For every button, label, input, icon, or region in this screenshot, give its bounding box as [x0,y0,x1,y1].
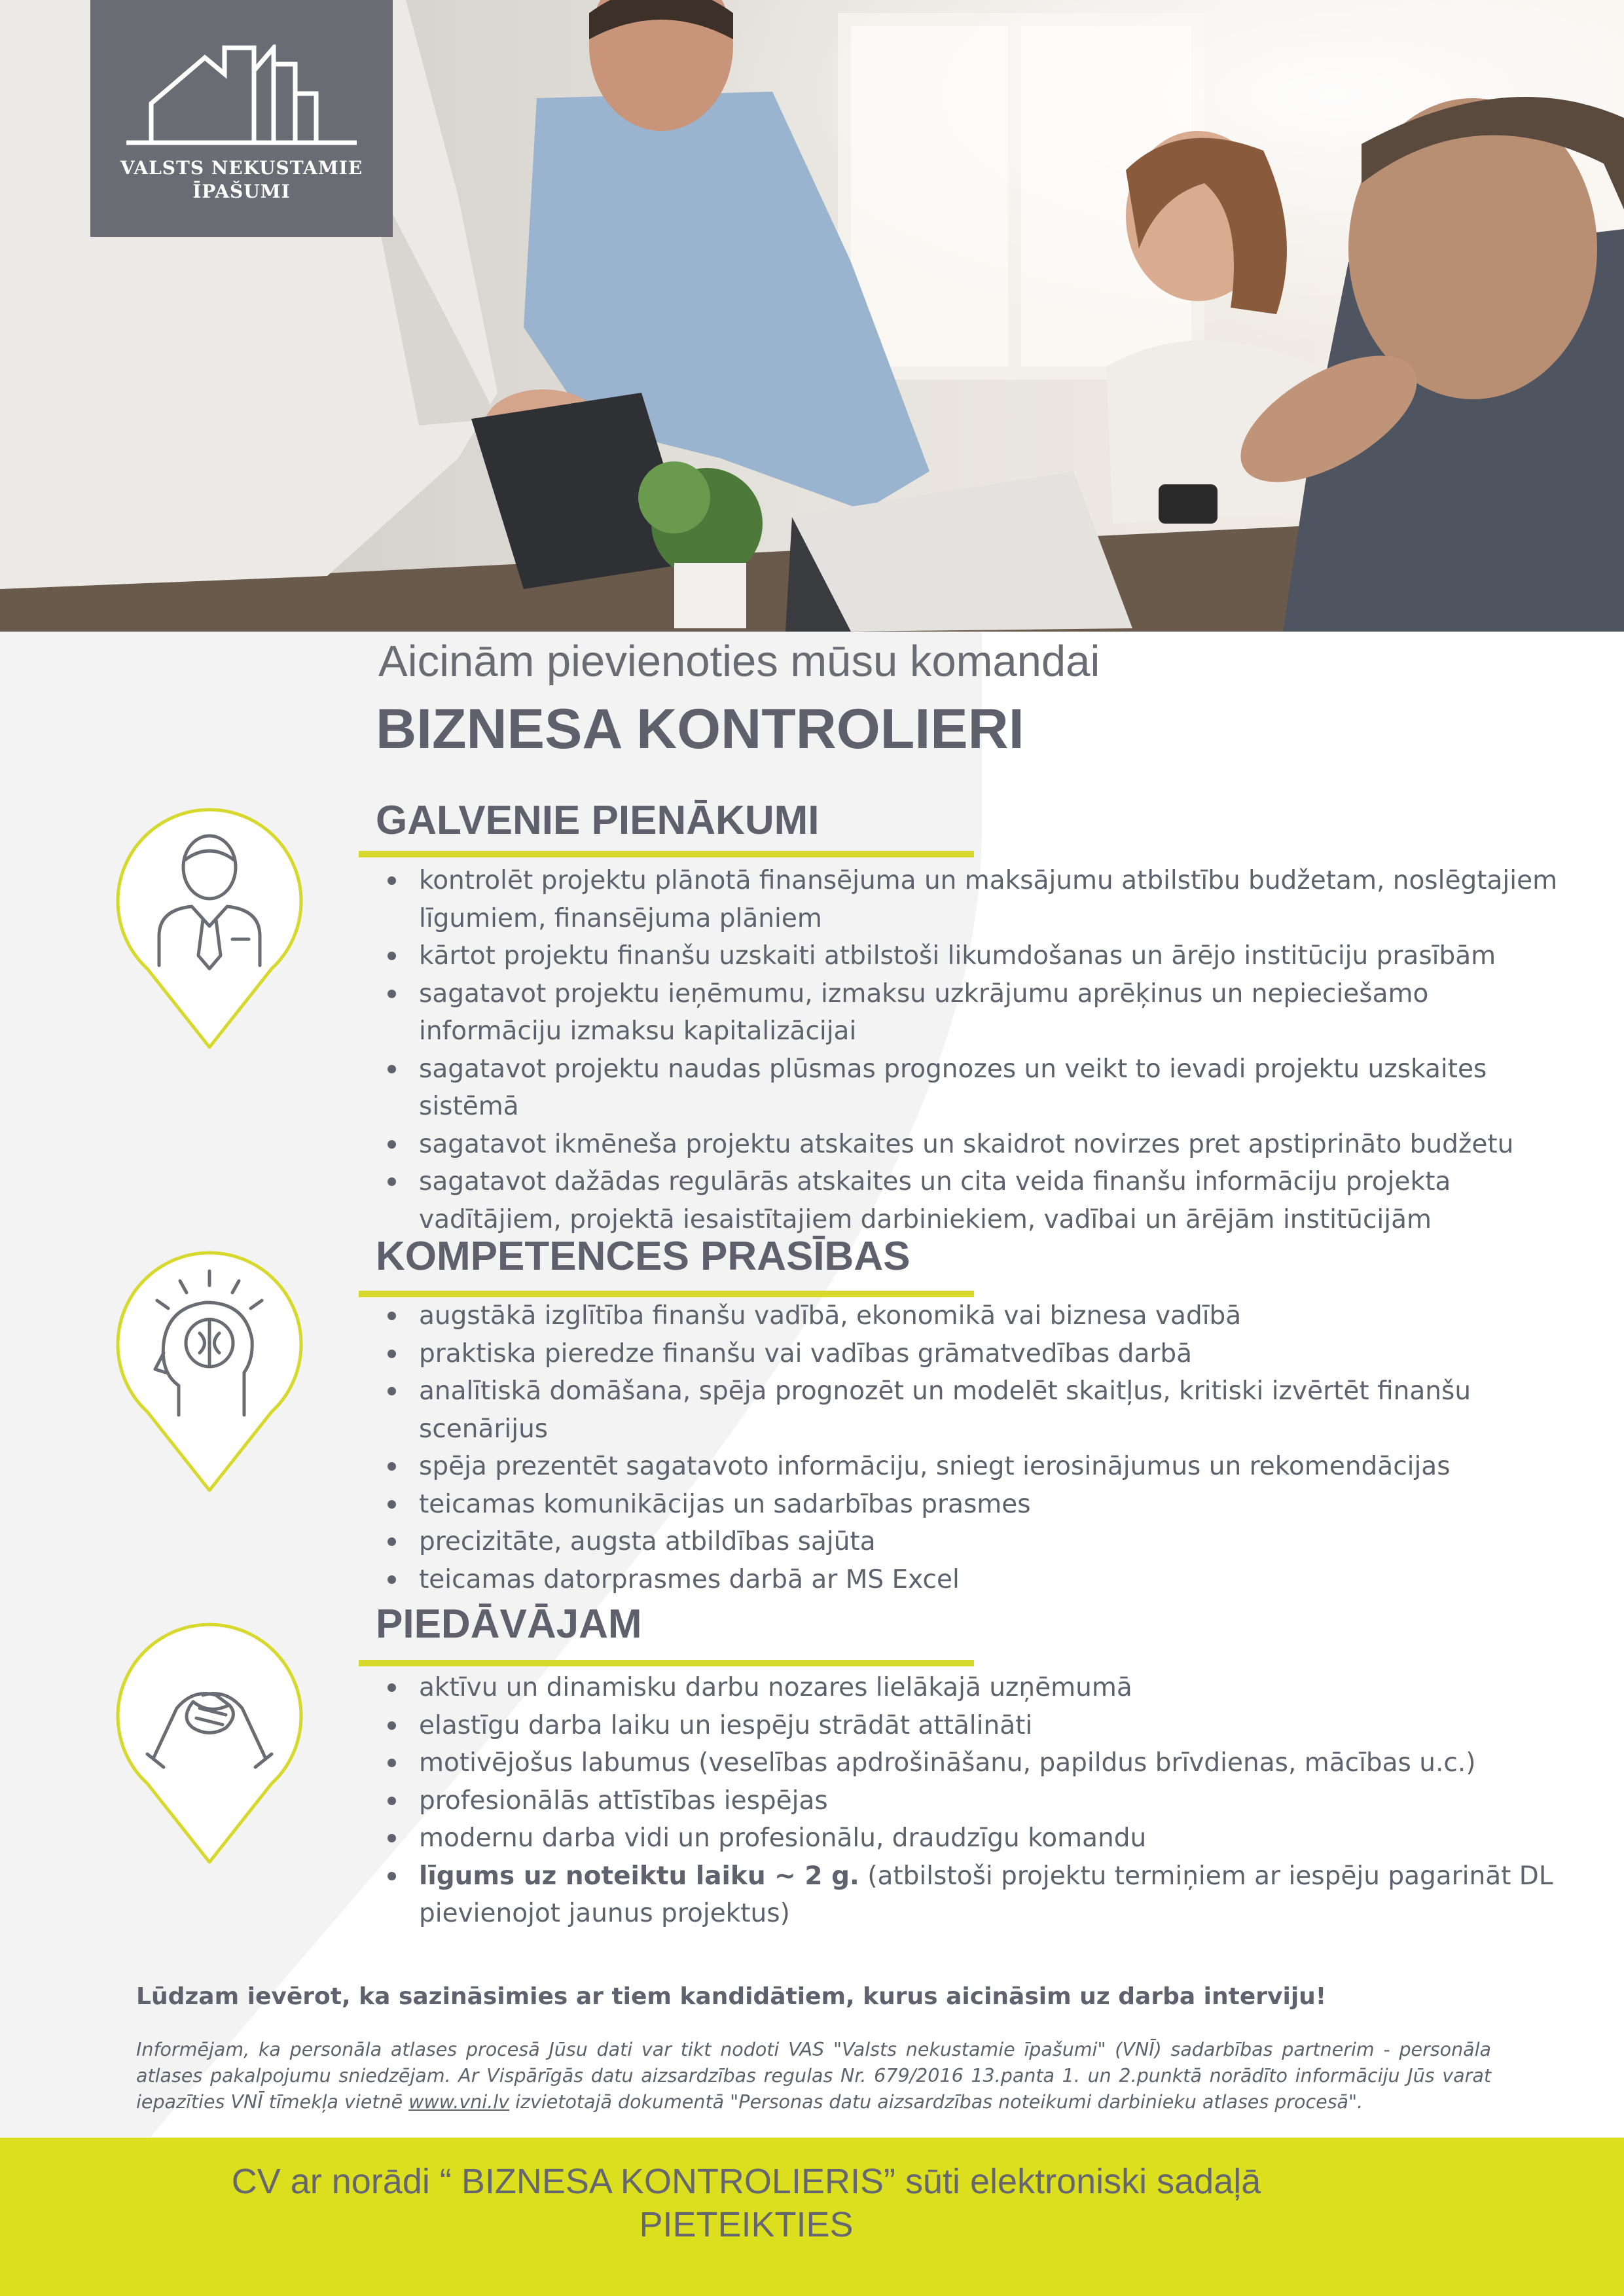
duties-heading: GALVENIE PIENĀKUMI [376,798,820,843]
offer-item-contract [386,1857,1564,1933]
offer-item: profesionālās attīstības iespējas [386,1782,1564,1820]
competences-underline [359,1291,974,1297]
offer-underline [359,1660,974,1666]
logo-text-line1: VALSTS NEKUSTAMIE [120,157,363,179]
duty-item: sagatavot projektu ieņēmumu, izmaksu uzkrājumu aprēķinus un nepieciešamo informāciju izmaksu kapitalizācijai [386,975,1564,1050]
offer-item: modernu darba vidi un profesionālu, draudzīgu komandu [386,1820,1564,1857]
interview-note: Lūdzam ievērot, ka sazināsimies ar tiem kandidātiem, kurus aicināsim uz darba interviju! [136,1983,1327,2010]
footer-text [85,2160,1407,2246]
competence-item: analītiskā domāšana, spēja prognozēt un modelēt skaitļus, kritiski izvērtēt finanšu scenārijus [386,1372,1564,1448]
job-title: BIZNESA KONTROLIERI [376,698,1024,761]
offer-heading: PIEDĀVĀJAM [376,1602,642,1647]
contract-term-bold: līgums uz noteiktu laiku ~ 2 g. [419,1861,859,1891]
buildings-logo-icon [126,45,357,149]
competence-item: teicamas datorprasmes darbā ar MS Excel [386,1561,1564,1599]
intro-heading: Aicinām pievienoties mūsu komandai [378,637,1100,686]
offer-list [386,1669,1564,1933]
competence-item: augstākā izglītība finanšu vadībā, ekonomikā vai biznesa vadībā [386,1297,1564,1335]
handshake-icon [115,1617,304,1865]
gdpr-notice [136,2037,1491,2115]
duty-item: sagatavot projektu naudas plūsmas prognozes un veikt to ievadi projektu uzskaites sistēmā [386,1050,1564,1126]
footer-line1: CV ar norādi “ BIZNESA KONTROLIERIS” sūti elektroniski sadaļā [231,2162,1261,2201]
duties-list [386,862,1564,1238]
competence-item: precizitāte, augsta atbildības sajūta [386,1523,1564,1561]
gdpr-text-before: Informējam, ka personāla atlases procesā Jūsu dati var tikt nodoti VAS "Valsts nekustamie īpašumi" (VNĪ) sadarbības partnerim - personāla atlases pakalpojumu sniedzējam. Ar Vispārīgās datu aizsardzības regulas Nr. 679/2016 13.panta 1. un 2.punktā norādīto informāciju Jūs varat iepazīties VNĪ tīmekļa vietnē [136,2039,1491,2113]
competence-item: teicamas komunikācijas un sadarbības prasmes [386,1486,1564,1524]
competence-item: praktiska pieredze finanšu vai vadības grāmatvedības darbā [386,1335,1564,1373]
apply-link[interactable]: PIETEIKTIES [639,2205,854,2244]
logo-text-line2: ĪPAŠUMI [192,181,291,202]
duty-item: sagatavot dažādas regulārās atskaites un cita veida finanšu informāciju projekta vadītājiem, projektā iesaistītajiem darbiniekiem, vadībai un ārējām institūcijām [386,1163,1564,1238]
duty-item: kārtot projektu finanšu uzskaiti atbilstoši likumdošanas un ārējo institūciju prasībām [386,937,1564,975]
head-brain-icon [115,1245,304,1494]
competence-item: spēja prezentēt sagatavoto informāciju, sniegt ierosinājumus un rekomendācijas [386,1448,1564,1486]
vni-link[interactable]: www.vni.lv [408,2091,510,2113]
duties-underline [359,851,974,857]
competences-list [386,1297,1564,1598]
footer-banner [0,2138,1624,2296]
person-tie-icon [115,802,304,1050]
offer-item: elastīgu darba laiku un iespēju strādāt attālināti [386,1707,1564,1745]
company-logo [90,0,393,237]
competences-heading: KOMPETENCES PRASĪBAS [376,1234,911,1279]
offer-item: motivējošus labumus (veselības apdrošināšanu, papildus brīvdienas, mācības u.c.) [386,1744,1564,1782]
contract-term-rest: (atbilstoši projektu termiņiem ar iespēju pagarināt DL pievienojot jaunus projektus) [419,1861,1553,1928]
gdpr-text-after: izvietotajā dokumentā "Personas datu aizsardzības noteikumi darbinieku atlases procesā". [509,2091,1363,2113]
offer-item: aktīvu un dinamisku darbu nozares lielākajā uzņēmumā [386,1669,1564,1707]
duty-item: sagatavot ikmēneša projektu atskaites un skaidrot novirzes pret apstiprināto budžetu [386,1126,1564,1164]
duty-item: kontrolēt projektu plānotā finansējuma un maksājumu atbilstību budžetam, noslēgtajiem līgumiem, finansējuma plāniem [386,862,1564,937]
